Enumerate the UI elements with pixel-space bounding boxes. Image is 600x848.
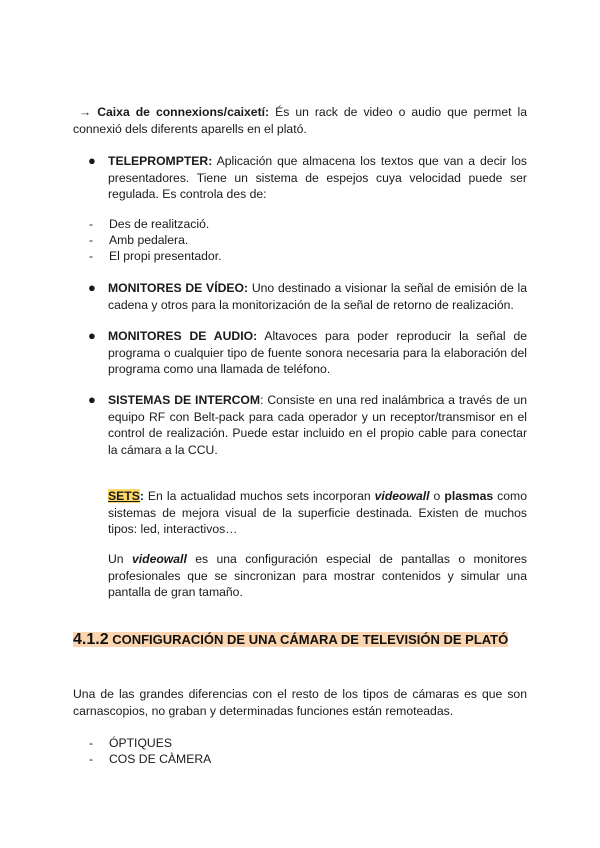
text-caixa-connexions: És un rack de video o audio que permet la connexió dels diferents aparells en el plató. xyxy=(73,105,527,136)
paragraph-intro: Una de las grandes diferencias con el resto de los tipos de cámaras es que son carnascopios, no graban y determinadas funciones están remoteadas. xyxy=(73,687,527,718)
text-sets-3: como sistemas de mejora visual de la superficie destinada. Existen de muchos tipos: led, interactivos… xyxy=(108,489,527,536)
dash-marker: - xyxy=(89,249,94,263)
term-videowall: videowall xyxy=(374,489,430,503)
term-videowall-def: videowall xyxy=(131,552,187,566)
sets-colon: : xyxy=(139,489,144,503)
bullet-icon: ● xyxy=(88,328,96,343)
paragraph-teleprompter xyxy=(108,153,527,203)
list-item: ÓPTIQUES xyxy=(109,736,172,750)
paragraph-intercom xyxy=(108,392,527,458)
paragraph-monitores-audio xyxy=(108,328,527,378)
paragraph-sets xyxy=(108,488,527,538)
list-item: Des de realització. xyxy=(109,217,210,231)
term-intercom: SISTEMAS DE INTERCOM xyxy=(108,393,261,407)
paragraph-videowall xyxy=(108,551,527,601)
dash-marker: - xyxy=(89,752,94,766)
section-number: 4.1.2 xyxy=(73,631,109,648)
text-intercom: : Consiste en una red inalámbrica a través de un equipo RF con Belt-pack para cada operador y un receptor/transmisor en el control de realización. Puede estar incluido en el propio cable para conectar la cámara a la CCU. xyxy=(108,393,527,457)
list-item: COS DE CÀMERA xyxy=(109,752,212,766)
text-teleprompter: Aplicación que almacena los textos que van a decir los presentadores. Tiene un sistema de espejos cuya velocidad puede ser regulada. Es controla des de: xyxy=(108,154,527,201)
text-monitores-video: Uno destinado a visionar la señal de emisión de la cadena y otros para la monitorización de la señal de retorno de realización. xyxy=(108,281,527,312)
term-monitores-video: MONITORES DE VÍDEO: xyxy=(108,281,249,295)
dash-marker: - xyxy=(89,233,94,247)
dash-marker: - xyxy=(89,217,94,231)
list-item: El propi presentador. xyxy=(109,249,222,263)
term-caixa-connexions: Caixa de connexions/caixetí: xyxy=(97,105,270,119)
section-heading xyxy=(73,630,513,650)
text-sets-2: o xyxy=(429,489,445,503)
text-monitores-audio: Altavoces para poder reproducir la señal de programa o cualquier tipo de fuente sonora necesaria para la elaboración del programa como una llamada de teléfono. xyxy=(108,329,527,376)
paragraph-caixa-connexions xyxy=(73,104,527,137)
text-videowall-1: Un xyxy=(108,552,132,566)
term-teleprompter: TELEPROMPTER: xyxy=(108,154,213,168)
bullet-icon: ● xyxy=(88,153,96,168)
text-sets-1: En la actualidad muchos sets incorporan xyxy=(143,489,375,503)
term-monitores-audio: MONITORES DE AUDIO: xyxy=(108,329,258,343)
term-plasmas: plasmas xyxy=(444,489,494,503)
list-item: Amb pedalera. xyxy=(109,233,189,247)
text-videowall-2: es una configuración especial de pantallas o monitores profesionales que se sincronizan para mostrar contenidos y simular una pantalla de gran tamaño. xyxy=(108,552,527,599)
bullet-icon: ● xyxy=(88,280,96,295)
arrow-icon: → xyxy=(79,105,92,119)
term-sets: SETS xyxy=(108,489,140,503)
bullet-icon: ● xyxy=(88,392,96,407)
paragraph-monitores-video xyxy=(108,280,527,313)
section-title: CONFIGURACIÓN DE UNA CÁMARA DE TELEVISIÓN DE PLATÓ xyxy=(108,632,509,647)
dash-marker: - xyxy=(89,736,94,750)
